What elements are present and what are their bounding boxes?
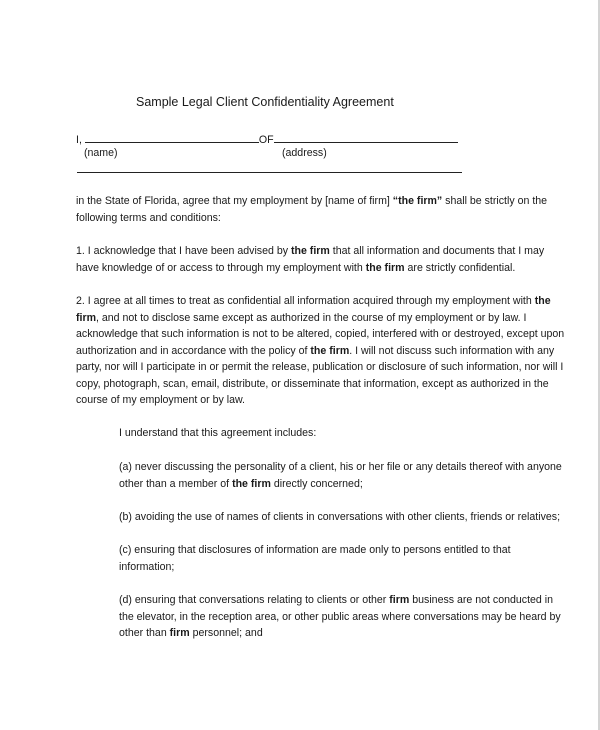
address-blank[interactable] <box>274 131 458 143</box>
item-c: (c) ensuring that disclosures of information are made only to persons entitled to that information; <box>119 544 511 573</box>
clause-2: 2. I agree at all times to treat as confidential all information acquired through my employment with the firm, and not to disclose same except as authorized in the course of my employment or by law. I acknowledge that such information is not to be altered, copied, interfered with or destroyed, except upon authorization and in accordance with the policy of the firm. I will not discuss such information with any party, nor will I participate in or permit the release, publication or disclosure of such information, nor will I copy, photograph, scan, email, distribute, or disseminate that information, except as authorized in the course of my employment or by law. <box>76 295 565 406</box>
of-label: OF <box>258 134 274 146</box>
address-label: (address) <box>282 147 327 159</box>
address-continuation-blank[interactable] <box>77 172 462 173</box>
i-label: I, <box>76 134 82 146</box>
item-b: (b) avoiding the use of names of clients in conversations with other clients, friends or relatives; <box>119 511 561 523</box>
document-title: Sample Legal Client Confidentiality Agreement <box>136 95 394 109</box>
name-blank[interactable] <box>85 131 259 143</box>
intro-paragraph: in the State of Florida, agree that my employment by [name of firm] “the firm” shall be strictly on the following terms and conditions: <box>76 195 548 224</box>
understand-intro: I understand that this agreement includes: <box>119 427 317 439</box>
item-d: (d) ensuring that conversations relating to clients or other firm business are not conducted in the elevator, in the reception area, or other public areas where conversations may be heard by other than firm personnel; and <box>119 594 561 639</box>
name-label: (name) <box>84 147 118 159</box>
clause-1: 1. I acknowledge that I have been advised by the firm that all information and documents that I may have knowledge of or access to through my employment with the firm are strictly confidential. <box>76 245 545 274</box>
name-address-line <box>76 131 458 146</box>
item-a: (a) never discussing the personality of a client, his or her file or any details thereof with anyone other than a member of the firm directly concerned; <box>119 461 562 490</box>
